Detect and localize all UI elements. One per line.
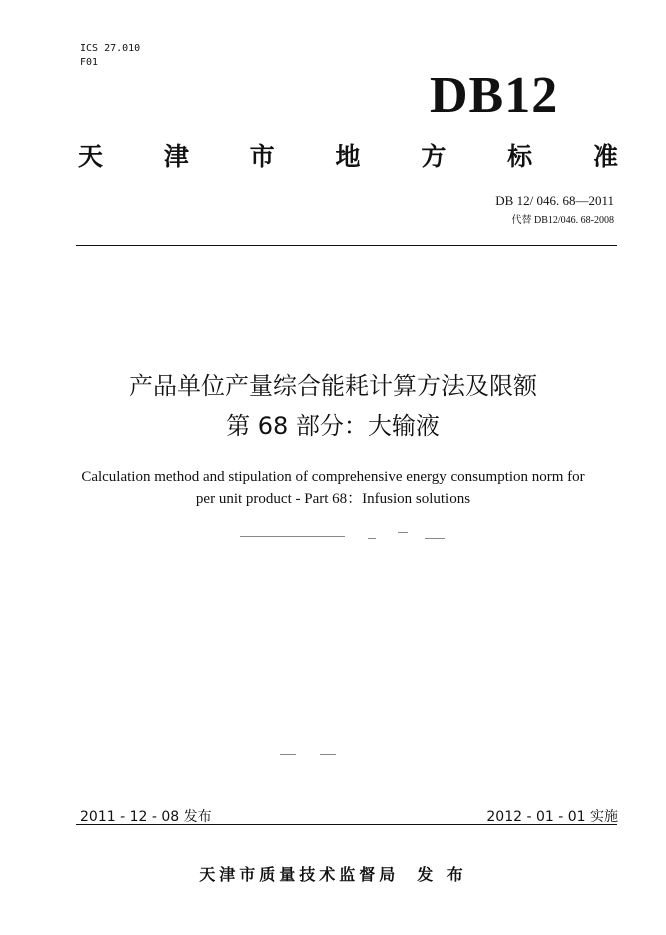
org-char: 市 bbox=[249, 142, 275, 171]
standard-type-heading bbox=[78, 142, 618, 172]
scan-speck bbox=[425, 538, 445, 539]
standard-number: DB 12/ 046. 68—2011 bbox=[495, 193, 614, 208]
implement-date: 2012 - 01 - 01 实施 bbox=[486, 809, 618, 825]
scan-speck bbox=[368, 538, 376, 539]
org-char: 方 bbox=[421, 142, 447, 171]
org-char: 津 bbox=[163, 142, 189, 171]
org-char: 标 bbox=[507, 142, 533, 171]
issuing-body bbox=[0, 864, 666, 886]
scan-speck bbox=[280, 754, 296, 755]
org-char: 天 bbox=[78, 142, 104, 171]
issue-date: 2011 - 12 - 08 发布 bbox=[80, 809, 212, 825]
issuer-name: 天津市质量技术监督局 bbox=[199, 865, 400, 884]
issuer-action: 发 布 bbox=[417, 865, 467, 884]
ccs-code: F01 bbox=[80, 57, 99, 68]
title-cn-line1: 产品单位产量综合能耗计算方法及限额 bbox=[129, 372, 537, 400]
classification-block bbox=[80, 42, 140, 70]
scan-speck bbox=[320, 754, 336, 755]
date-underline bbox=[76, 824, 617, 825]
org-char: 地 bbox=[335, 142, 361, 171]
title-cn-line2: 第 68 部分：大输液 bbox=[226, 412, 440, 440]
title-en-line1: Calculation method and stipulation of comprehensive energy consumption norm for bbox=[81, 469, 585, 485]
title-en-line2: per unit product - Part 68：Infusion solutions bbox=[195, 491, 471, 507]
ics-code: ICS 27.010 bbox=[80, 43, 141, 54]
header-divider bbox=[76, 245, 617, 246]
db12-logo: DB12 bbox=[430, 67, 559, 124]
org-char: 准 bbox=[592, 142, 618, 171]
replaces-note: 代替 DB12/046. 68-2008 bbox=[511, 215, 614, 226]
scan-speck bbox=[240, 536, 345, 537]
scan-speck bbox=[398, 532, 408, 533]
